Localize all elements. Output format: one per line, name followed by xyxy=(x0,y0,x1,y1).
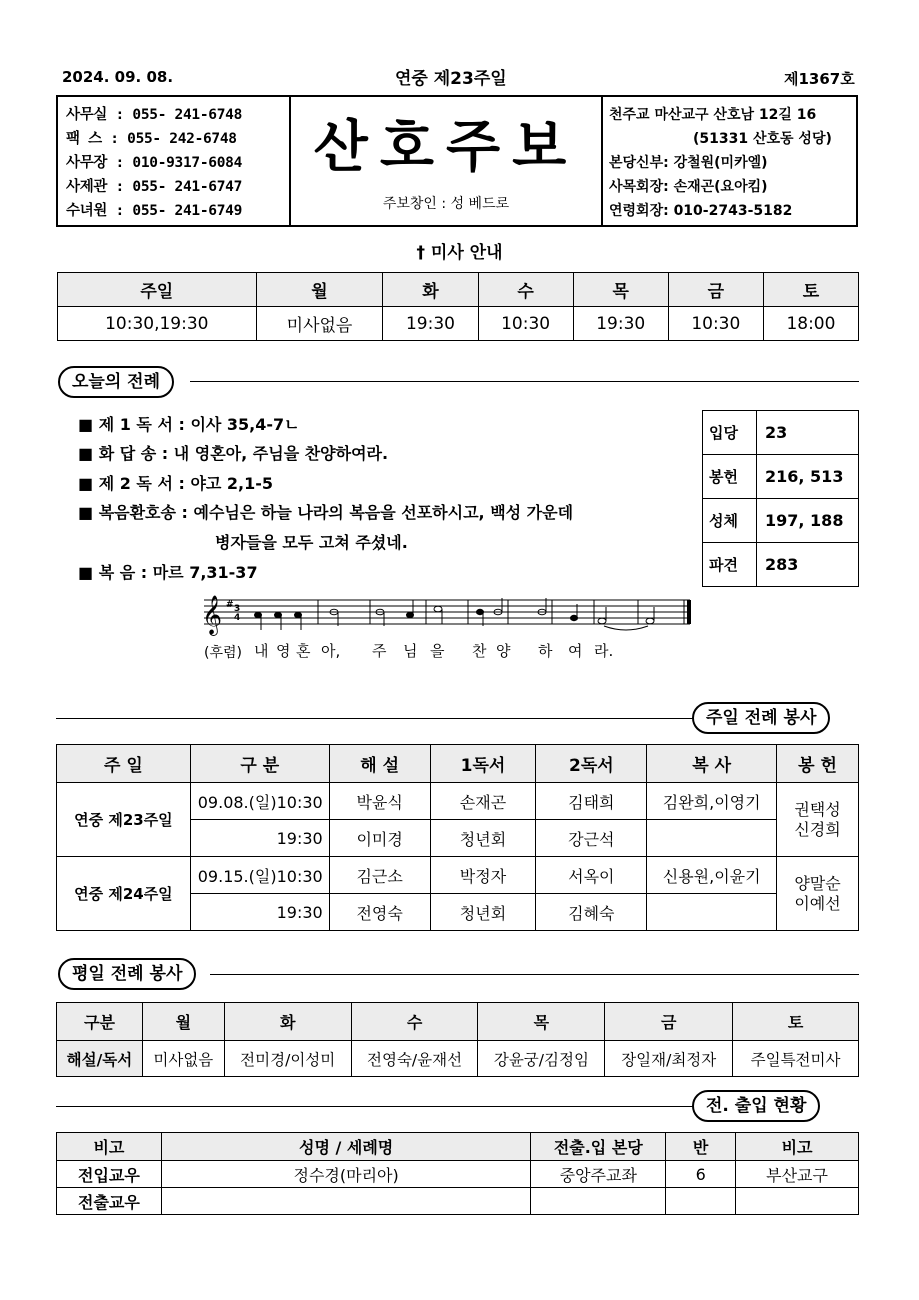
contact-convent: 수녀원 : 055- 241-6749 xyxy=(66,203,242,219)
second-reader: 강근석 xyxy=(536,820,647,857)
column-header: 비고 xyxy=(736,1133,859,1161)
hymn-number: 283 xyxy=(757,543,859,587)
hymn-label: 입당 xyxy=(703,411,757,455)
hymn-label: 파견 xyxy=(703,543,757,587)
table-row xyxy=(57,783,859,820)
section-number: 6 xyxy=(666,1161,736,1188)
first-reader: 청년회 xyxy=(430,820,536,857)
mass-time: 10:30 xyxy=(668,307,763,341)
member-name: 정수경(마리아) xyxy=(161,1161,531,1188)
contact-secretary: 사무장 : 010-9317-6084 xyxy=(66,155,242,171)
lyric-syllable: 아, xyxy=(321,642,341,660)
lyric-syllable: 영 xyxy=(276,642,291,660)
mass-times-row xyxy=(58,307,859,341)
bulletin-date: 2024. 09. 08. xyxy=(62,68,174,86)
hymn-label: 성체 xyxy=(703,499,757,543)
council-president: 사목회장: 손재곤(요아킴) xyxy=(609,179,768,195)
transfer-table xyxy=(56,1132,859,1215)
section-number xyxy=(666,1188,736,1215)
treble-clef-icon: 𝄞 xyxy=(202,595,223,635)
lyric-syllable: 님 xyxy=(403,642,418,660)
day-header: 화 xyxy=(383,273,478,307)
column-header: 화 xyxy=(224,1003,351,1041)
row-label: 해설/독서 xyxy=(57,1041,143,1077)
table-cell: 미사없음 xyxy=(142,1041,224,1077)
gospel-acclamation: ■ 복음환호송 : 예수님은 하늘 나라의 복음을 선포하시고, 백성 가운데 xyxy=(78,503,574,522)
bulletin-name-block xyxy=(291,97,601,225)
column-header: 2독서 xyxy=(536,745,647,783)
liturgy-heading: 오늘의 전례 xyxy=(58,366,174,398)
row-label: 전입교우 xyxy=(57,1161,162,1188)
column-header: 수 xyxy=(351,1003,478,1041)
lyric-syllable: 여 xyxy=(568,642,583,660)
lyric-syllable: 찬 xyxy=(472,642,487,660)
column-header: 토 xyxy=(733,1003,859,1041)
bulletin-name: 산호주보 xyxy=(313,114,579,180)
column-header: 금 xyxy=(605,1003,733,1041)
offering-ministers xyxy=(777,857,859,931)
masthead xyxy=(56,95,858,227)
gospel-acclamation-cont: 병자들을 모두 고쳐 주셨네. xyxy=(215,533,408,552)
publisher: 주보창인 : 성 베드로 xyxy=(382,196,510,212)
mass-datetime: 09.15.(일)10:30 xyxy=(190,857,329,894)
mass-schedule-table xyxy=(57,272,859,341)
parish-address: 천주교 마산교구 산호남 12길 16 xyxy=(609,107,817,123)
column-header: 1독서 xyxy=(430,745,536,783)
member-name xyxy=(161,1188,531,1215)
section-rule xyxy=(56,718,696,719)
table-row xyxy=(57,857,859,894)
altar-servers xyxy=(647,820,777,857)
lyric-syllable: 혼 xyxy=(296,642,311,660)
mass-time: 19:30 xyxy=(383,307,478,341)
table-header-row xyxy=(57,745,859,783)
svg-text:4: 4 xyxy=(234,613,241,623)
parish xyxy=(531,1188,666,1215)
mass-datetime: 19:30 xyxy=(190,894,329,931)
mass-time: 10:30,19:30 xyxy=(58,307,257,341)
column-header: 봉 헌 xyxy=(777,745,859,783)
refrain-music-staff xyxy=(198,590,703,640)
table-row xyxy=(57,1041,859,1077)
table-cell: 장일재/최정자 xyxy=(605,1041,733,1077)
table-row xyxy=(57,1161,859,1188)
commentator: 전영숙 xyxy=(329,894,430,931)
commentator: 김근소 xyxy=(329,857,430,894)
sunday-name: 연중 제24주일 xyxy=(57,857,191,931)
offering-minister: 이예선 xyxy=(794,893,841,913)
mass-datetime: 19:30 xyxy=(190,820,329,857)
sunday-service-table xyxy=(56,744,859,931)
first-reading: ■ 제 1 독 서 : 이사 35,4-7ㄴ xyxy=(78,415,300,434)
weekday-service-heading: 평일 전례 봉사 xyxy=(58,958,196,990)
day-header: 금 xyxy=(668,273,763,307)
first-reader: 박정자 xyxy=(430,857,536,894)
contact-list xyxy=(58,97,291,225)
altar-servers: 김완희,이영기 xyxy=(647,783,777,820)
table-header-row xyxy=(57,1003,859,1041)
column-header: 비고 xyxy=(57,1133,162,1161)
altar-servers: 신용원,이윤기 xyxy=(647,857,777,894)
psalm: ■ 화 답 송 : 내 영혼아, 주님을 찬양하여라. xyxy=(78,444,389,463)
hymn-row xyxy=(703,499,859,543)
mass-datetime: 09.08.(일)10:30 xyxy=(190,783,329,820)
first-reader: 청년회 xyxy=(430,894,536,931)
second-reading: ■ 제 2 독 서 : 야고 2,1-5 xyxy=(78,474,274,493)
hymn-table xyxy=(702,410,859,587)
mass-days-row xyxy=(58,273,859,307)
commentator: 이미경 xyxy=(329,820,430,857)
lyric-syllable: 라. xyxy=(594,642,614,660)
parish-priest: 본당신부: 강철원(미카엘) xyxy=(609,155,768,171)
issue-number: 제1367호 xyxy=(784,70,855,88)
contact-rectory: 사제관 : 055- 241-6747 xyxy=(66,179,242,195)
day-header: 토 xyxy=(763,273,858,307)
lyric-syllable: 양 xyxy=(496,642,511,660)
column-header: 복 사 xyxy=(647,745,777,783)
weekday-service-table xyxy=(56,1002,859,1077)
lyric-syllable: 을 xyxy=(430,642,445,660)
contact-office: 사무실 : 055- 241-6748 xyxy=(66,107,242,123)
svg-text:3: 3 xyxy=(234,604,241,614)
column-header: 목 xyxy=(478,1003,605,1041)
hymn-row xyxy=(703,543,859,587)
day-header: 월 xyxy=(256,273,383,307)
liturgical-day-title: 연중 제23주일 xyxy=(395,69,507,89)
hymn-number: 216, 513 xyxy=(757,455,859,499)
sunday-service-heading: 주일 전례 봉사 xyxy=(692,702,830,734)
hymn-label: 봉헌 xyxy=(703,455,757,499)
contact-fax: 팩 스 : 055- 242-6748 xyxy=(66,131,237,147)
mass-time: 미사없음 xyxy=(256,307,383,341)
note xyxy=(736,1188,859,1215)
table-row xyxy=(57,1188,859,1215)
hymn-row xyxy=(703,455,859,499)
lyric-syllable: 주 xyxy=(372,642,387,660)
offering-minister: 신경희 xyxy=(794,819,841,839)
section-rule xyxy=(210,974,859,975)
column-header: 반 xyxy=(666,1133,736,1161)
hymn-number: 197, 188 xyxy=(757,499,859,543)
table-cell: 주일특전미사 xyxy=(733,1041,859,1077)
first-reader: 손재곤 xyxy=(430,783,536,820)
lyric-syllable: 하 xyxy=(538,642,553,660)
column-header: 구분 xyxy=(57,1003,143,1041)
column-header: 월 xyxy=(142,1003,224,1041)
mass-time: 18:00 xyxy=(763,307,858,341)
funeral-committee: 연령회장: 010-2743-5182 xyxy=(609,203,793,219)
lyric-syllable: 내 xyxy=(254,642,269,660)
column-header: 주 일 xyxy=(57,745,191,783)
refrain-label: (후렴) xyxy=(204,645,242,661)
svg-text:#: # xyxy=(226,600,234,610)
column-header: 구 분 xyxy=(190,745,329,783)
mass-schedule-title: † 미사 안내 xyxy=(416,243,503,263)
parish: 중앙주교좌 xyxy=(531,1161,666,1188)
day-header: 주일 xyxy=(58,273,257,307)
parish-info xyxy=(601,97,856,225)
second-reader: 김혜숙 xyxy=(536,894,647,931)
column-header: 성명 / 세례명 xyxy=(161,1133,531,1161)
section-rule xyxy=(56,1106,696,1107)
commentator: 박윤식 xyxy=(329,783,430,820)
table-cell: 전미경/이성미 xyxy=(224,1041,351,1077)
mass-time: 10:30 xyxy=(478,307,573,341)
parish-postal: (51331 산호동 성당) xyxy=(693,131,832,147)
note: 부산교구 xyxy=(736,1161,859,1188)
table-cell: 전영숙/윤재선 xyxy=(351,1041,478,1077)
column-header: 해 설 xyxy=(329,745,430,783)
altar-servers xyxy=(647,894,777,931)
hymn-number: 23 xyxy=(757,411,859,455)
offering-minister: 권택성 xyxy=(794,799,841,819)
second-reader: 김태희 xyxy=(536,783,647,820)
offering-ministers xyxy=(777,783,859,857)
day-header: 수 xyxy=(478,273,573,307)
second-reader: 서옥이 xyxy=(536,857,647,894)
table-cell: 강윤궁/김정임 xyxy=(478,1041,605,1077)
section-rule xyxy=(190,381,859,382)
offering-minister: 양말순 xyxy=(794,873,841,893)
table-header-row xyxy=(57,1133,859,1161)
row-label: 전출교우 xyxy=(57,1188,162,1215)
column-header: 전출.입 본당 xyxy=(531,1133,666,1161)
gospel: ■ 복 음 : 마르 7,31-37 xyxy=(78,563,258,582)
hymn-row xyxy=(703,411,859,455)
mass-time: 19:30 xyxy=(573,307,668,341)
transfer-heading: 전. 출입 현황 xyxy=(692,1090,820,1122)
sunday-name: 연중 제23주일 xyxy=(57,783,191,857)
day-header: 목 xyxy=(573,273,668,307)
